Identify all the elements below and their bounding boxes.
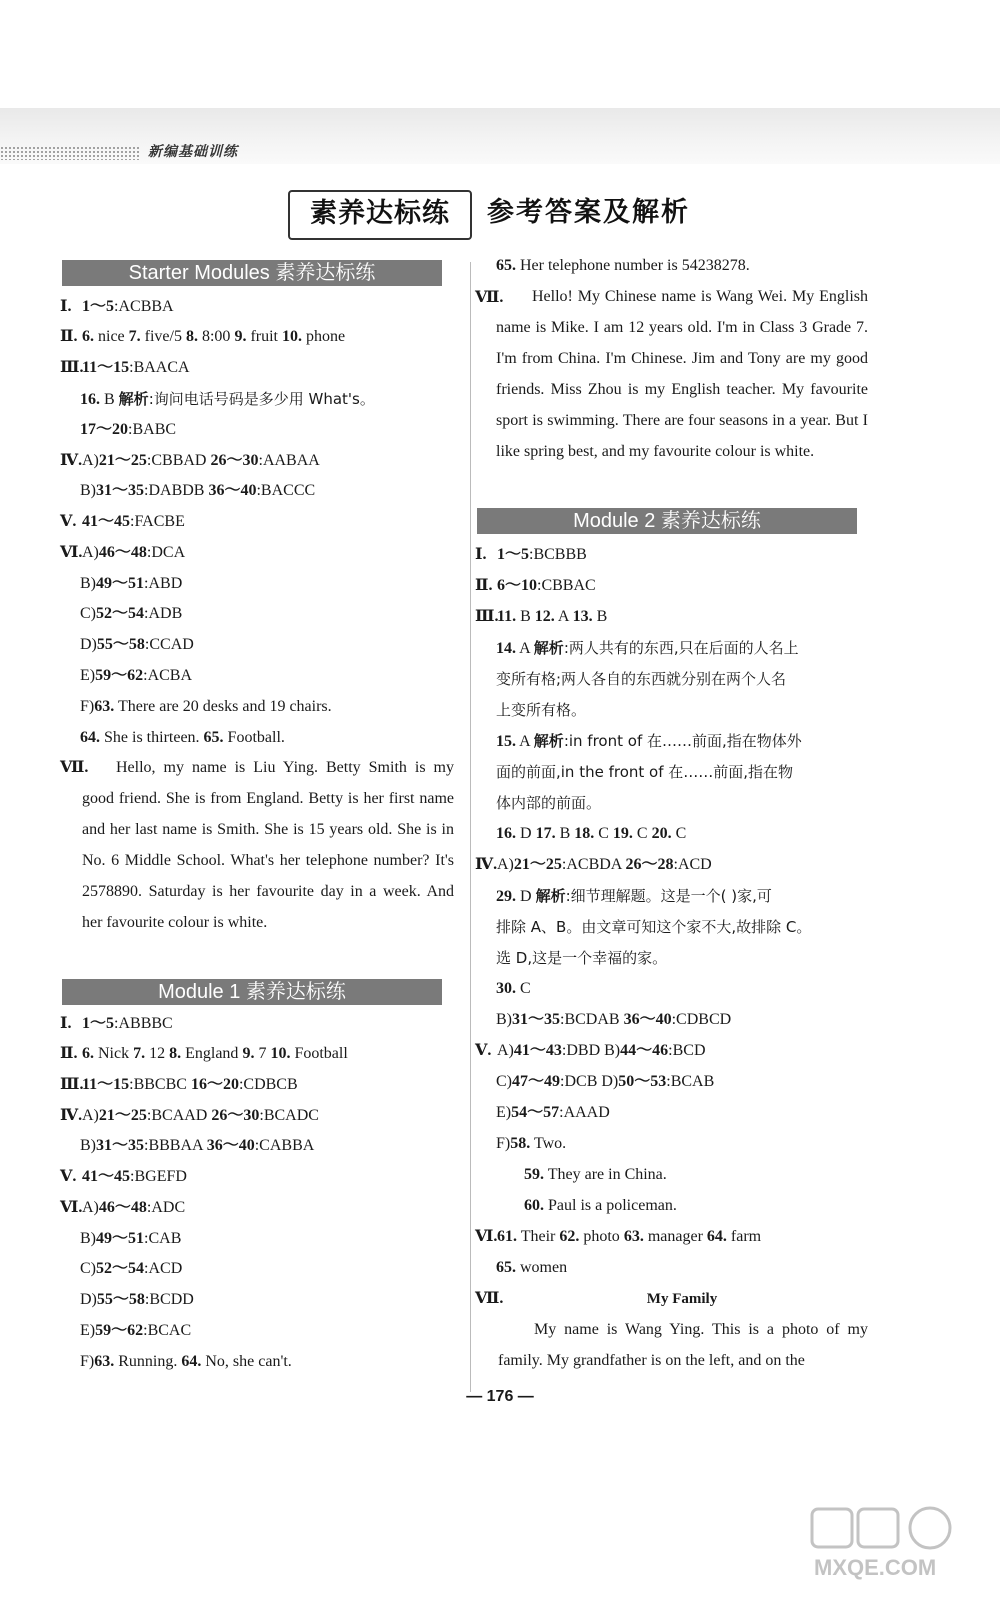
essay-title: My Family [646, 1291, 718, 1307]
essay-paragraph: My name is Wang Ying. This is a photo of my family. My grandfather is on the left, and on the [498, 1321, 868, 1369]
answer-line: Ⅰ. 1～5:BCBBB [475, 546, 587, 563]
answer-line: B)31～35:BCDAB 36～40:CDBCD [496, 1011, 732, 1028]
answer-line: Ⅴ. 41～45:BGEFD [60, 1168, 187, 1185]
answer-line: Ⅰ. 1～5:ACBBA [60, 298, 174, 315]
header-dots [0, 146, 140, 160]
answer-line: F)63. Running. 64. No, she can't. [80, 1353, 292, 1370]
answer-line: B)31～35:BBBAA 36～40:CABBA [80, 1137, 315, 1154]
answer-line: 64. She is thirteen. 65. Football. [80, 729, 285, 746]
answer-line: 14. A 解析:两人共有的东西,只在后面的人名上 [496, 639, 799, 657]
watermark-logo [810, 1505, 980, 1585]
answer-line: Ⅳ.A)21～25:BCAAD 26～30:BCADC [60, 1107, 319, 1124]
answer-line: Ⅳ.A)21～25:CBBAD 26～30:AABAA [60, 452, 320, 469]
section-number: Ⅶ. [60, 759, 89, 776]
answer-line: 29. D 解析:细节理解题。这是一个( )家,可 [496, 887, 772, 905]
answer-line: E)59～62:BCAC [80, 1322, 192, 1339]
title-boxed: 素养达标练 [288, 190, 472, 240]
section-module-1: Module 1 素养达标练 [62, 979, 442, 1005]
section-starter-modules: Starter Modules 素养达标练 [62, 260, 442, 286]
answer-line: Ⅰ. 1～5:ABBBC [60, 1015, 173, 1032]
answer-line: 17～20:BABC [80, 421, 177, 438]
answer-line: B)31～35:DABDB 36～40:BACCC [80, 482, 316, 499]
answer-line: 15. A 解析:in front of 在……前面,指在物体外 [496, 732, 802, 750]
writing-answer-paragraph: Hello! My Chinese name is Wang Wei. My English name is Mike. I am 12 years old. I'm in Class 3 Grade 7. I'm from China. I'm Chinese. Jim and Tony are my good friends. Miss Zhou is my English teacher. My favourite sport is swimming. There are four seasons in a year. But I like spring best, and my favourite colour is white. [496, 288, 868, 460]
section-number: Ⅶ. [475, 1290, 504, 1307]
explanation-line: 选 D,这是一个幸福的家。 [496, 949, 668, 967]
answer-line: 60. Paul is a policeman. [524, 1197, 677, 1214]
page-number: — 176 — [466, 1388, 534, 1405]
answer-line: 65. Her telephone number is 54238278. [496, 257, 750, 274]
answer-line: C)52～54:ADB [80, 605, 183, 622]
explanation-line: 体内部的前面。 [496, 794, 602, 812]
page-title [0, 190, 1000, 240]
answer-line: E)59～62:ACBA [80, 667, 193, 684]
answer-line: F)63. There are 20 desks and 19 chairs. [80, 698, 332, 715]
answer-line: Ⅱ. 6. Nick 7. 12 8. England 9. 7 10. Football [60, 1045, 348, 1062]
column-divider [470, 262, 471, 1392]
answer-line: Ⅲ.11. B 12. A 13. B [475, 608, 608, 625]
header-label: 新编基础训练 [148, 145, 238, 160]
answer-line: Ⅱ. 6～10:CBBAC [475, 577, 596, 594]
answer-line: Ⅵ.61. Their 62. photo 63. manager 64. farm [475, 1228, 762, 1245]
answer-line: 30. C [496, 980, 531, 997]
explanation-line: 面的前面,in the front of 在……前面,指在物 [496, 763, 794, 781]
writing-answer-paragraph: Hello, my name is Liu Ying. Betty Smith is my good friend. She is from England. Betty is her first name and her last name is Smith. She is 15 years old. She is in No. 6 Middle School. What's her telephone number? It's 2578890. Saturday is her favourite day in a week. And her favourite colour is white. [82, 759, 454, 931]
svg-text:MXQE.COM: MXQE.COM [814, 1555, 937, 1580]
answer-line: 16. D 17. B 18. C 19. C 20. C [496, 825, 687, 842]
answer-line: Ⅲ.11～15:BBCBC 16～20:CDBCB [60, 1076, 298, 1093]
answer-line: Ⅴ. 41～45:FACBE [60, 513, 185, 530]
answer-line: Ⅵ.A)46～48:ADC [60, 1199, 186, 1216]
answer-line: C)52～54:ACD [80, 1260, 183, 1277]
answer-line: Ⅲ.11～15:BAACA [60, 359, 190, 376]
answer-line: C)47～49:DCB D)50～53:BCAB [496, 1073, 715, 1090]
answer-line: B)49～51:CAB [80, 1230, 182, 1247]
answer-line: Ⅳ.A)21～25:ACBDA 26～28:ACD [475, 856, 712, 873]
section-module-2: Module 2 素养达标练 [477, 508, 857, 534]
explanation-line: 上变所有格。 [496, 701, 587, 719]
explanation-line: 变所有格;两人各自的东西就分别在两个人名 [496, 670, 787, 688]
answer-line: E)54～57:AAAD [496, 1104, 610, 1121]
answer-line: Ⅵ.A)46～48:DCA [60, 544, 186, 561]
answer-line: 65. women [496, 1259, 568, 1276]
answer-line: D)55～58:CCAD [80, 636, 194, 653]
answer-line: Ⅴ. A)41～43:DBD B)44～46:BCD [475, 1042, 706, 1059]
answer-line: 59. They are in China. [524, 1166, 667, 1183]
answer-line: Ⅱ. 6. nice 7. five/5 8. 8:00 9. fruit 10. phone [60, 328, 346, 345]
answer-line: B)49～51:ABD [80, 575, 183, 592]
explanation-line: 排除 A、B。由文章可知这个家不大,故排除 C。 [496, 918, 812, 936]
section-number: Ⅶ. [475, 289, 504, 306]
answer-line: D)55～58:BCDD [80, 1291, 194, 1308]
answer-line: 16. B 解析:询问电话号码是多少用 What's。 [80, 390, 375, 408]
title-rest: 参考答案及解析 [487, 197, 690, 228]
answer-line: F)58. Two. [496, 1135, 567, 1152]
